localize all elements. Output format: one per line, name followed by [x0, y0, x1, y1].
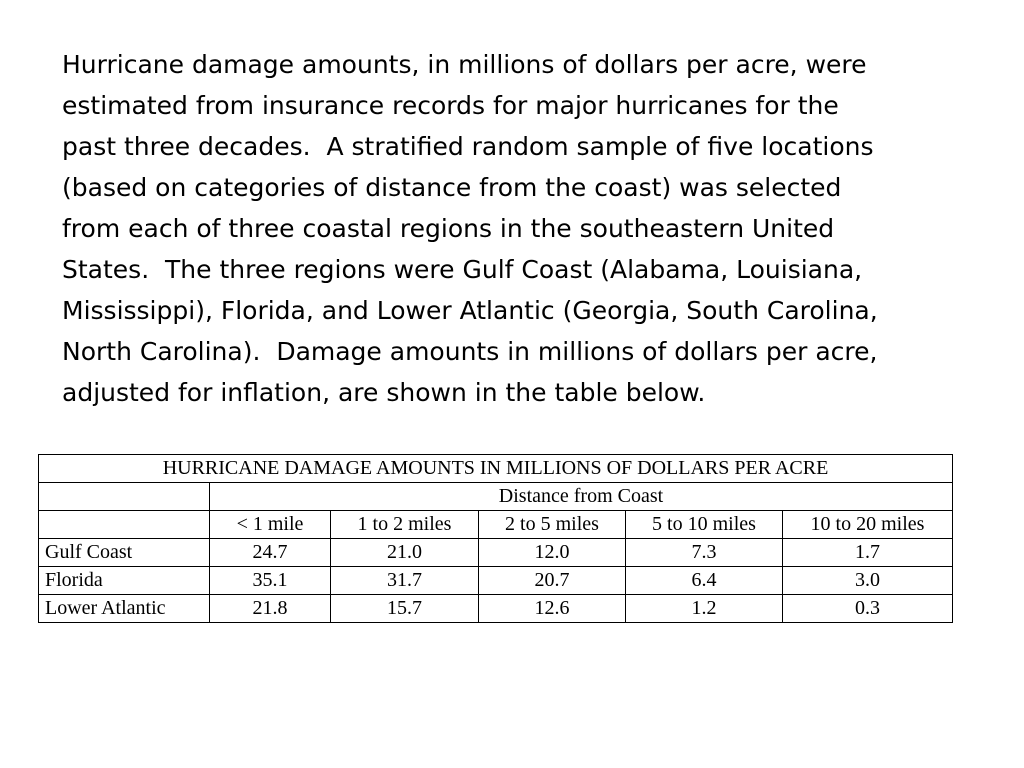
column-header: 1 to 2 miles — [331, 511, 479, 539]
table-row — [39, 595, 953, 623]
intro-paragraph: Hurricane damage amounts, in millions of dollars per acre, were estimated from insurance records for major hurricanes for the past three decades. A stratified random sample of five locations (based on categories of distance from the coast) was selected from each of three coastal regions in the southeastern United States. The three regions were Gulf Coast (Alabama, Louisiana, Mississippi), Florida, and Lower Atlantic (Georgia, South Carolina, North Carolina). Damage amounts in millions of dollars per acre, adjusted for inflation, are shown in the table below. — [62, 50, 878, 407]
column-header: < 1 mile — [210, 511, 331, 539]
table-cell: 15.7 — [331, 595, 479, 623]
row-label: Lower Atlantic — [39, 595, 210, 623]
table-cell: 35.1 — [210, 567, 331, 595]
table-cell: 3.0 — [783, 567, 953, 595]
row-label: Florida — [39, 567, 210, 595]
table-cell: 1.2 — [626, 595, 783, 623]
column-header: 10 to 20 miles — [783, 511, 953, 539]
table-row — [39, 567, 953, 595]
distance-group-header: Distance from Coast — [210, 483, 953, 511]
table-cell: 20.7 — [479, 567, 626, 595]
column-header: 2 to 5 miles — [479, 511, 626, 539]
table-title: HURRICANE DAMAGE AMOUNTS IN MILLIONS OF DOLLARS PER ACRE — [39, 455, 953, 483]
empty-corner-cell — [39, 483, 210, 511]
hurricane-damage-table — [38, 454, 953, 623]
table-cell: 7.3 — [626, 539, 783, 567]
column-header: 5 to 10 miles — [626, 511, 783, 539]
table-cell: 0.3 — [783, 595, 953, 623]
table-cell: 24.7 — [210, 539, 331, 567]
table-cell: 12.0 — [479, 539, 626, 567]
table-title-row — [39, 455, 953, 483]
table-cell: 12.6 — [479, 595, 626, 623]
row-label: Gulf Coast — [39, 539, 210, 567]
table-cell: 1.7 — [783, 539, 953, 567]
column-header-row — [39, 511, 953, 539]
table-cell: 21.0 — [331, 539, 479, 567]
table-cell: 21.8 — [210, 595, 331, 623]
table-cell: 6.4 — [626, 567, 783, 595]
table-row — [39, 539, 953, 567]
table-cell: 31.7 — [331, 567, 479, 595]
empty-header-cell — [39, 511, 210, 539]
group-header-row — [39, 483, 953, 511]
